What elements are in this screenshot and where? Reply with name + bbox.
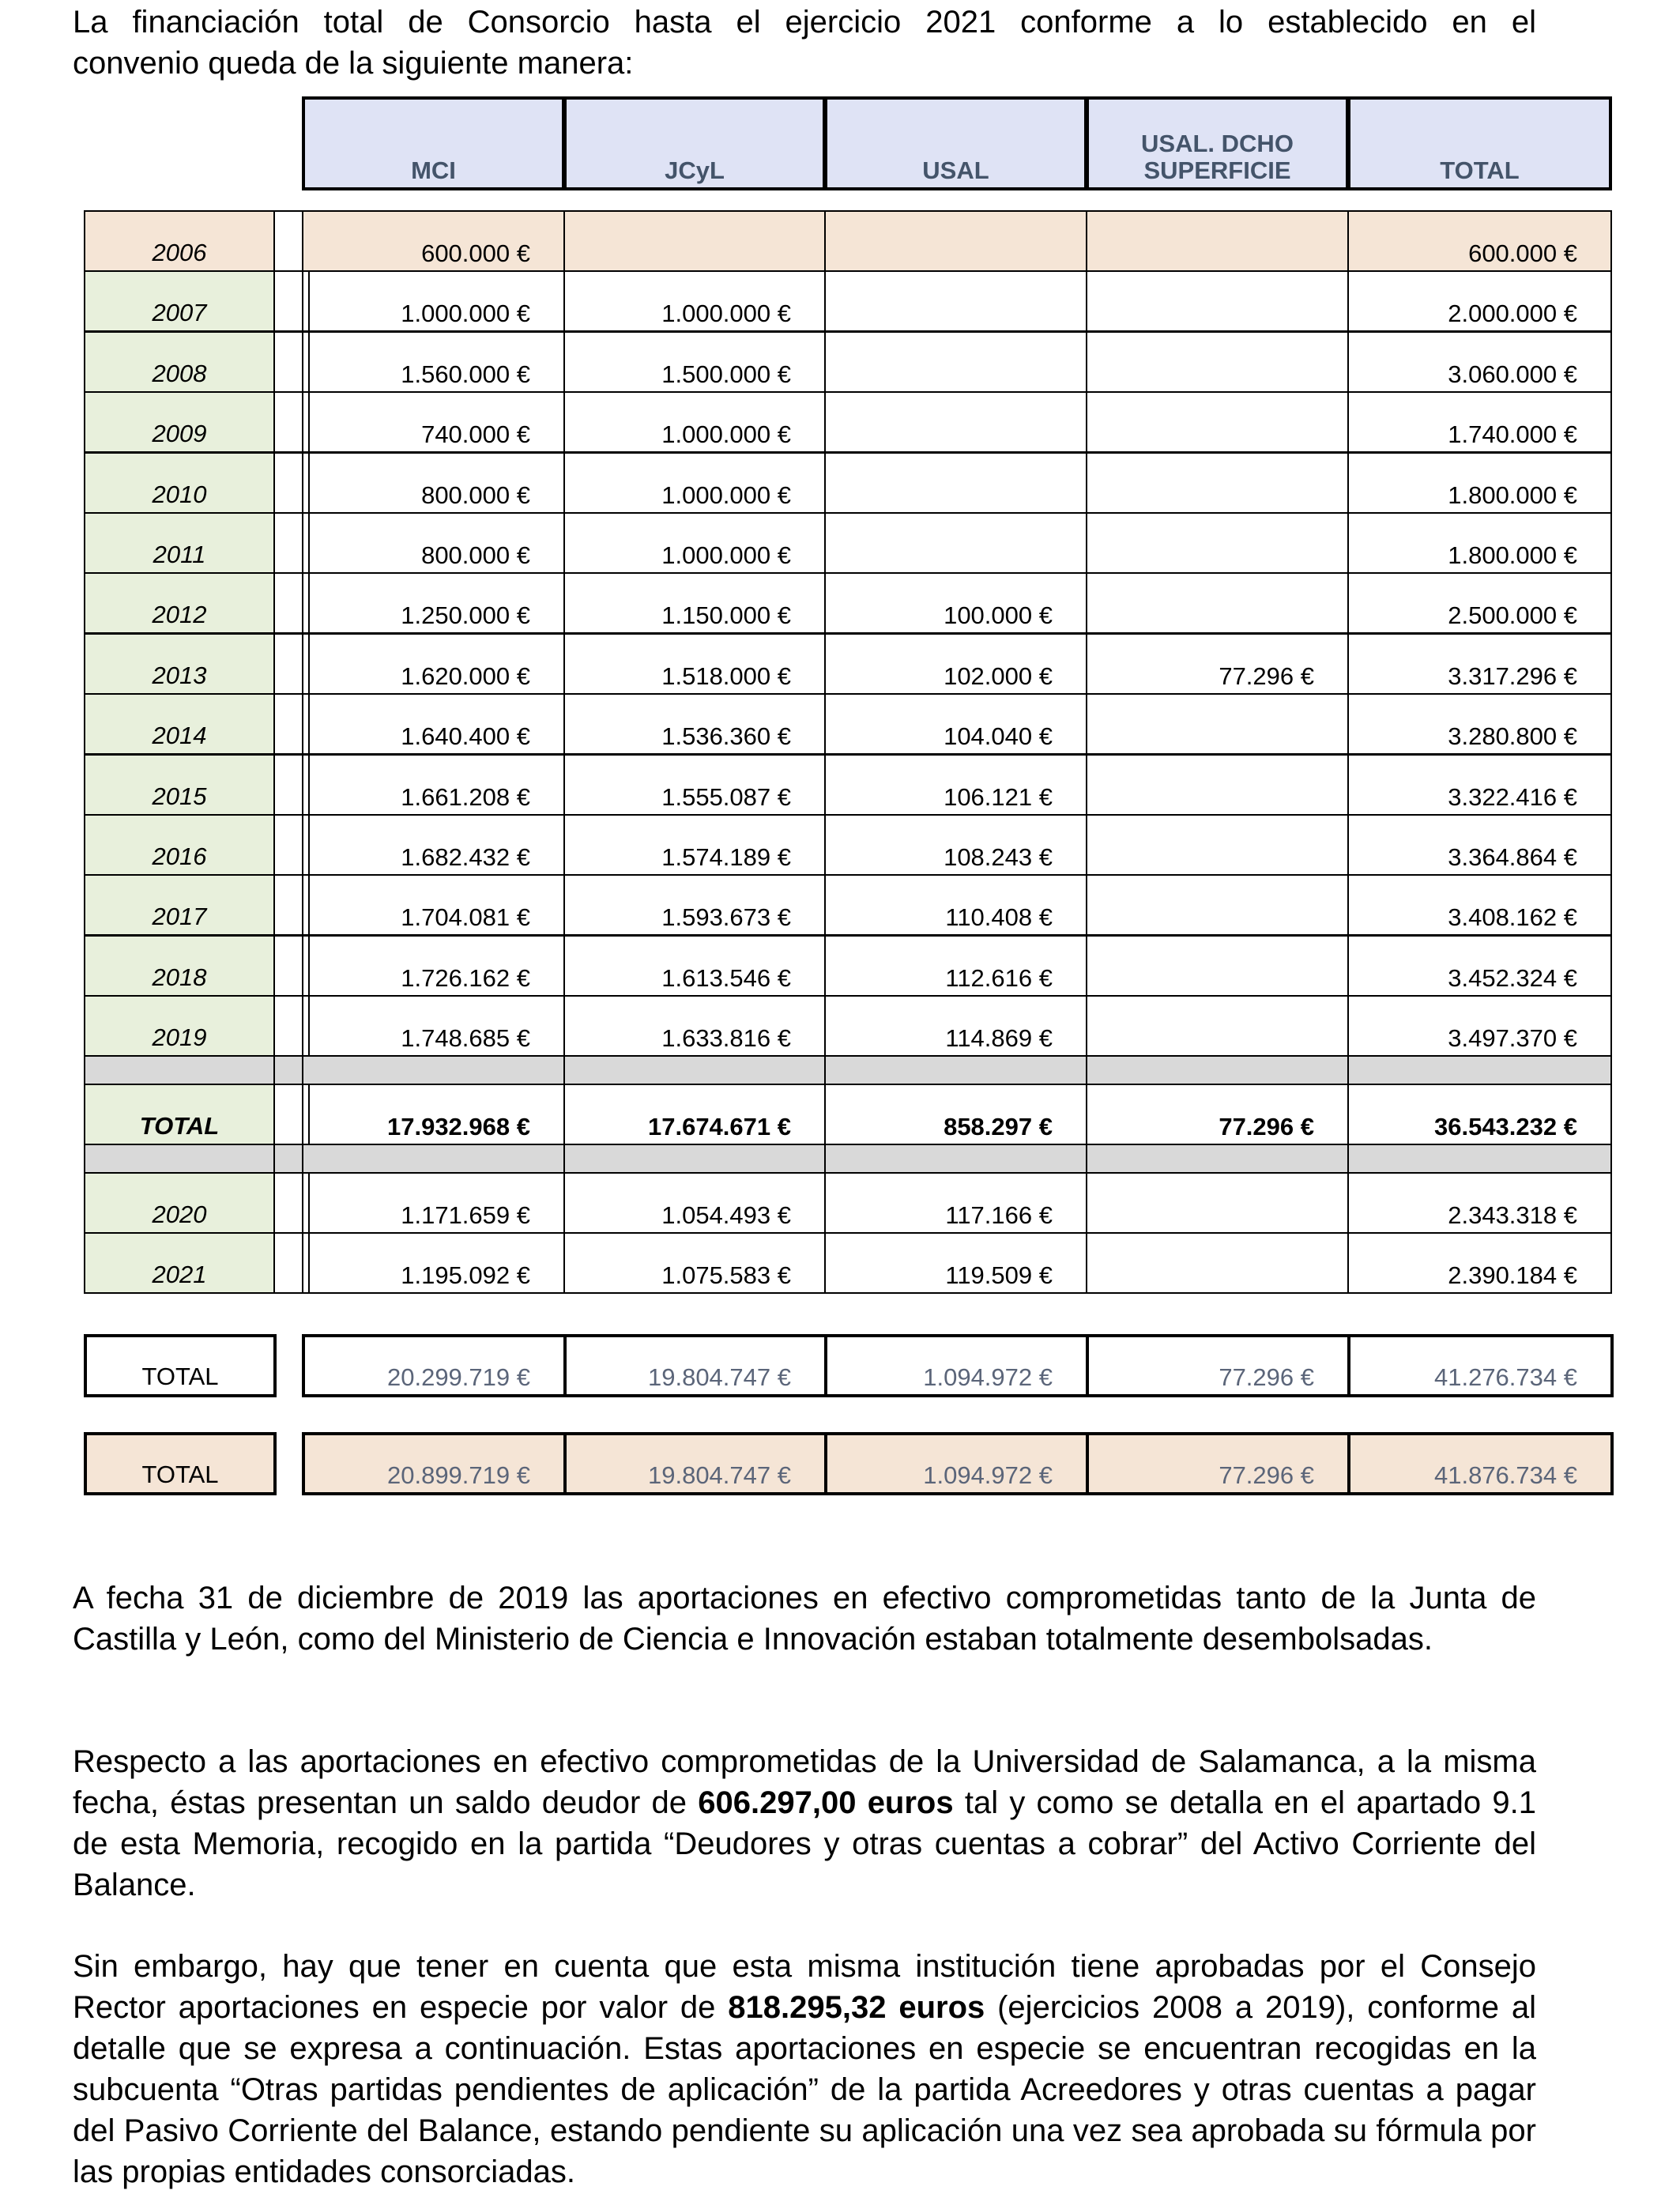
- value-cell-total: 600.000 €: [1347, 210, 1612, 272]
- value-cell-usal: 112.616 €: [824, 935, 1087, 997]
- value-cell-dcho: [1086, 1172, 1349, 1234]
- value-cell-usal: 100.000 €: [824, 572, 1087, 634]
- value-cell-mci: 600.000 €: [302, 210, 565, 272]
- value-cell-usal: 119.509 €: [824, 1232, 1087, 1294]
- value-cell-jcyl: 1.593.673 €: [563, 874, 826, 936]
- separator-cell: [84, 1144, 275, 1174]
- total1-label: TOTAL: [84, 1334, 277, 1397]
- value-cell-usal: [824, 331, 1087, 393]
- subtotal-label: TOTAL: [84, 1084, 275, 1145]
- value-cell-dcho: [1086, 210, 1349, 272]
- year-cell: 2017: [84, 874, 275, 936]
- paragraph-2-amount: 606.297,00 euros: [698, 1785, 954, 1820]
- value-cell-dcho: [1086, 452, 1349, 514]
- separator-cell: [824, 1144, 1087, 1174]
- value-cell-total: 2.343.318 €: [1347, 1172, 1612, 1234]
- value-cell-dcho: [1086, 270, 1349, 332]
- value-cell-jcyl: 1.500.000 €: [563, 331, 826, 393]
- value-cell-usal: 106.121 €: [824, 754, 1087, 816]
- value-cell-jcyl: [563, 210, 826, 272]
- year-cell: 2009: [84, 391, 275, 453]
- value-cell-jcyl: 1.633.816 €: [563, 995, 826, 1057]
- header-jcyl: JCyL: [563, 96, 826, 190]
- value-cell-usal: [824, 210, 1087, 272]
- total2-dcho: 77.296 €: [1086, 1432, 1350, 1495]
- total1-jcyl: 19.804.747 €: [563, 1334, 827, 1397]
- year-cell: 2019: [84, 995, 275, 1057]
- value-cell-mci: 1.195.092 €: [302, 1232, 565, 1294]
- value-cell-total: 3.452.324 €: [1347, 935, 1612, 997]
- year-cell: 2012: [84, 572, 275, 634]
- year-cell: 2010: [84, 452, 275, 514]
- value-cell-mci: 1.704.081 €: [302, 874, 565, 936]
- value-cell-mci: 1.250.000 €: [302, 572, 565, 634]
- value-cell-usal: 110.408 €: [824, 874, 1087, 936]
- header-dcho: USAL. DCHO SUPERFICIE: [1086, 96, 1349, 190]
- subtotal-jcyl: 17.674.671 €: [563, 1084, 826, 1145]
- paragraph-3-text-a: Sin embargo, hay que tener en cuenta que esta misma institución tiene aprobadas por el Consejo Rector aportaciones en especie por valor de: [73, 1949, 1536, 2025]
- value-cell-total: 3.408.162 €: [1347, 874, 1612, 936]
- separator-cell: [1086, 1144, 1349, 1174]
- value-cell-usal: [824, 270, 1087, 332]
- total1-dcho: 77.296 €: [1086, 1334, 1350, 1397]
- value-cell-usal: [824, 452, 1087, 514]
- value-cell-jcyl: 1.000.000 €: [563, 270, 826, 332]
- value-cell-dcho: [1086, 572, 1349, 634]
- value-cell-total: 3.060.000 €: [1347, 331, 1612, 393]
- separator-cell: [84, 1055, 275, 1085]
- year-cell: 2020: [84, 1172, 275, 1234]
- separator-cell: [1086, 1055, 1349, 1085]
- value-cell-dcho: [1086, 391, 1349, 453]
- total2-total: 41.876.734 €: [1347, 1432, 1614, 1495]
- value-cell-dcho: [1086, 331, 1349, 393]
- value-cell-total: 3.497.370 €: [1347, 995, 1612, 1057]
- value-cell-dcho: [1086, 935, 1349, 997]
- value-cell-usal: 108.243 €: [824, 814, 1087, 876]
- intro-paragraph: [73, 2, 1536, 84]
- value-cell-dcho: [1086, 874, 1349, 936]
- year-cell: 2018: [84, 935, 275, 997]
- year-cell: 2007: [84, 270, 275, 332]
- value-cell-jcyl: 1.000.000 €: [563, 452, 826, 514]
- subtotal-usal: 858.297 €: [824, 1084, 1087, 1145]
- paragraph-2-text-c: tal y como se detalla en el apartado 9.1 de esta Memoria, recogido en la partida “Deudores y otras cuentas a cobrar” del Activo Corriente del Balance.: [73, 1785, 1537, 1902]
- value-cell-mci: 1.682.432 €: [302, 814, 565, 876]
- value-cell-mci: 1.171.659 €: [302, 1172, 565, 1234]
- year-cell: 2006: [84, 210, 275, 272]
- value-cell-total: 3.317.296 €: [1347, 633, 1612, 695]
- intro-line-2: convenio queda de la siguiente manera:: [73, 46, 634, 81]
- value-cell-total: 3.280.800 €: [1347, 693, 1612, 755]
- value-cell-mci: 1.726.162 €: [302, 935, 565, 997]
- header-total: TOTAL: [1347, 96, 1612, 190]
- separator-cell: [563, 1055, 826, 1085]
- paragraph-3-text-c: (ejercicios 2008 a 2019), conforme al detalle que se expresa a continuación. Estas aportaciones en especie se encuentran recogidas en la subcuenta “Otras partidas pendientes de aplicación” de la partida Acreedores y otras cuentas a pagar del Pasivo Corriente del Balance, estando pendiente su aplicación una vez sea aprobada su fórmula por las propias entidades consorciadas.: [73, 1990, 1536, 2189]
- value-cell-dcho: [1086, 754, 1349, 816]
- separator-cell: [302, 1055, 565, 1085]
- value-cell-total: 3.364.864 €: [1347, 814, 1612, 876]
- value-cell-dcho: [1086, 1232, 1349, 1294]
- total2-label: TOTAL: [84, 1432, 277, 1495]
- value-cell-mci: 740.000 €: [302, 391, 565, 453]
- total2-mci: 20.899.719 €: [302, 1432, 567, 1495]
- value-cell-mci: 1.640.400 €: [302, 693, 565, 755]
- value-cell-mci: 1.748.685 €: [302, 995, 565, 1057]
- subtotal-dcho: 77.296 €: [1086, 1084, 1349, 1145]
- year-cell: 2011: [84, 512, 275, 574]
- value-cell-total: 3.322.416 €: [1347, 754, 1612, 816]
- total1-total: 41.276.734 €: [1347, 1334, 1614, 1397]
- value-cell-jcyl: 1.555.087 €: [563, 754, 826, 816]
- value-cell-usal: [824, 391, 1087, 453]
- value-cell-jcyl: 1.536.360 €: [563, 693, 826, 755]
- separator-cell: [1347, 1055, 1612, 1085]
- year-cell: 2014: [84, 693, 275, 755]
- value-cell-mci: 1.661.208 €: [302, 754, 565, 816]
- header-usal: USAL: [824, 96, 1087, 190]
- value-cell-jcyl: 1.574.189 €: [563, 814, 826, 876]
- total1-mci: 20.299.719 €: [302, 1334, 567, 1397]
- separator-cell: [302, 1144, 565, 1174]
- value-cell-total: 1.800.000 €: [1347, 512, 1612, 574]
- value-cell-dcho: 77.296 €: [1086, 633, 1349, 695]
- subtotal-mci: 17.932.968 €: [302, 1084, 565, 1145]
- value-cell-total: 2.500.000 €: [1347, 572, 1612, 634]
- value-cell-jcyl: 1.054.493 €: [563, 1172, 826, 1234]
- value-cell-dcho: [1086, 693, 1349, 755]
- value-cell-dcho: [1086, 512, 1349, 574]
- value-cell-jcyl: 1.000.000 €: [563, 512, 826, 574]
- value-cell-usal: 102.000 €: [824, 633, 1087, 695]
- separator-cell: [824, 1055, 1087, 1085]
- year-cell: 2013: [84, 633, 275, 695]
- value-cell-total: 2.000.000 €: [1347, 270, 1612, 332]
- value-cell-jcyl: 1.075.583 €: [563, 1232, 826, 1294]
- value-cell-total: 1.740.000 €: [1347, 391, 1612, 453]
- header-mci: MCI: [302, 96, 565, 190]
- value-cell-jcyl: 1.518.000 €: [563, 633, 826, 695]
- year-cell: 2008: [84, 331, 275, 393]
- year-cell: 2016: [84, 814, 275, 876]
- paragraph-2-text-a: Respecto a las aportaciones en efectivo comprometidas de la Universidad de Salamanca, a la misma fecha, éstas presentan un saldo deudor de: [73, 1744, 1536, 1820]
- total2-usal: 1.094.972 €: [824, 1432, 1089, 1495]
- value-cell-mci: 1.000.000 €: [302, 270, 565, 332]
- value-cell-usal: 104.040 €: [824, 693, 1087, 755]
- separator-cell: [563, 1144, 826, 1174]
- value-cell-jcyl: 1.150.000 €: [563, 572, 826, 634]
- value-cell-usal: [824, 512, 1087, 574]
- separator-cell: [1347, 1144, 1612, 1174]
- value-cell-mci: 800.000 €: [302, 512, 565, 574]
- value-cell-total: 1.800.000 €: [1347, 452, 1612, 514]
- paragraph-3: [73, 1946, 1536, 2192]
- value-cell-mci: 1.620.000 €: [302, 633, 565, 695]
- total1-usal: 1.094.972 €: [824, 1334, 1089, 1397]
- value-cell-jcyl: 1.613.546 €: [563, 935, 826, 997]
- value-cell-mci: 800.000 €: [302, 452, 565, 514]
- total2-jcyl: 19.804.747 €: [563, 1432, 827, 1495]
- value-cell-usal: 117.166 €: [824, 1172, 1087, 1234]
- subtotal-total: 36.543.232 €: [1347, 1084, 1612, 1145]
- value-cell-dcho: [1086, 995, 1349, 1057]
- value-cell-mci: 1.560.000 €: [302, 331, 565, 393]
- paragraph-2: [73, 1741, 1536, 1906]
- year-cell: 2021: [84, 1232, 275, 1294]
- value-cell-total: 2.390.184 €: [1347, 1232, 1612, 1294]
- value-cell-usal: 114.869 €: [824, 995, 1087, 1057]
- paragraph-1: A fecha 31 de diciembre de 2019 las aportaciones en efectivo comprometidas tanto de la Junta de Castilla y León, como del Ministerio de Ciencia e Innovación estaban totalmente desembolsadas.: [73, 1581, 1536, 1657]
- paragraph-3-amount: 818.295,32 euros: [728, 1990, 985, 2025]
- intro-line-1: La financiación total de Consorcio hasta el ejercicio 2021 conforme a lo establecido en el: [73, 5, 1536, 40]
- year-cell: 2015: [84, 754, 275, 816]
- value-cell-jcyl: 1.000.000 €: [563, 391, 826, 453]
- value-cell-dcho: [1086, 814, 1349, 876]
